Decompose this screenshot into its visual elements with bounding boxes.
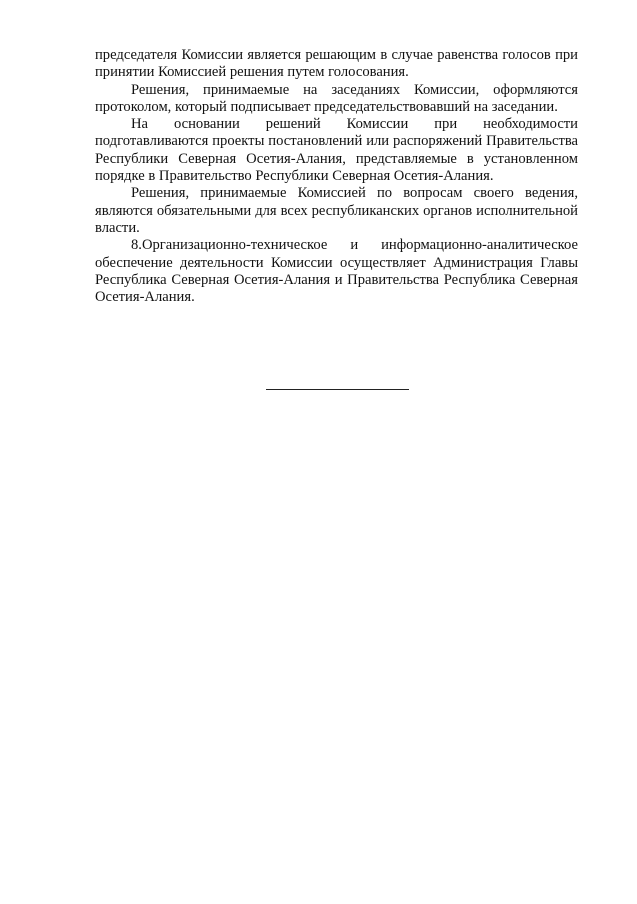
end-separator-line: [266, 389, 409, 390]
paragraph-organizational-support: 8.Организационно-техническое и информационно-аналитическое обеспечение деятельности Комиссии осуществляет Администрация Главы Республика Северная Осетия-Алания и Правительства Республика Северная Осетия-Алания.: [95, 237, 578, 306]
paragraph-binding-decisions: Решения, принимаемые Комиссией по вопросам своего ведения, являются обязательными для всех республиканских органов исполнительной власти.: [95, 185, 578, 236]
paragraph-draft-resolutions: На основании решений Комиссии при необходимости подготавливаются проекты постановлений или распоряжений Правительства Республики Северная Осетия-Алания, представляемые в установленном порядке в Правительство Республики Северная Осетия-Алания.: [95, 116, 578, 185]
paragraph-chairman-vote: председателя Комиссии является решающим в случае равенства голосов при принятии Комиссией решения путем голосования.: [95, 47, 578, 81]
document-body: [95, 47, 578, 306]
paragraph-protocol: Решения, принимаемые на заседаниях Комиссии, оформляются протоколом, который подписывает председательствовавший на заседании.: [95, 81, 578, 115]
